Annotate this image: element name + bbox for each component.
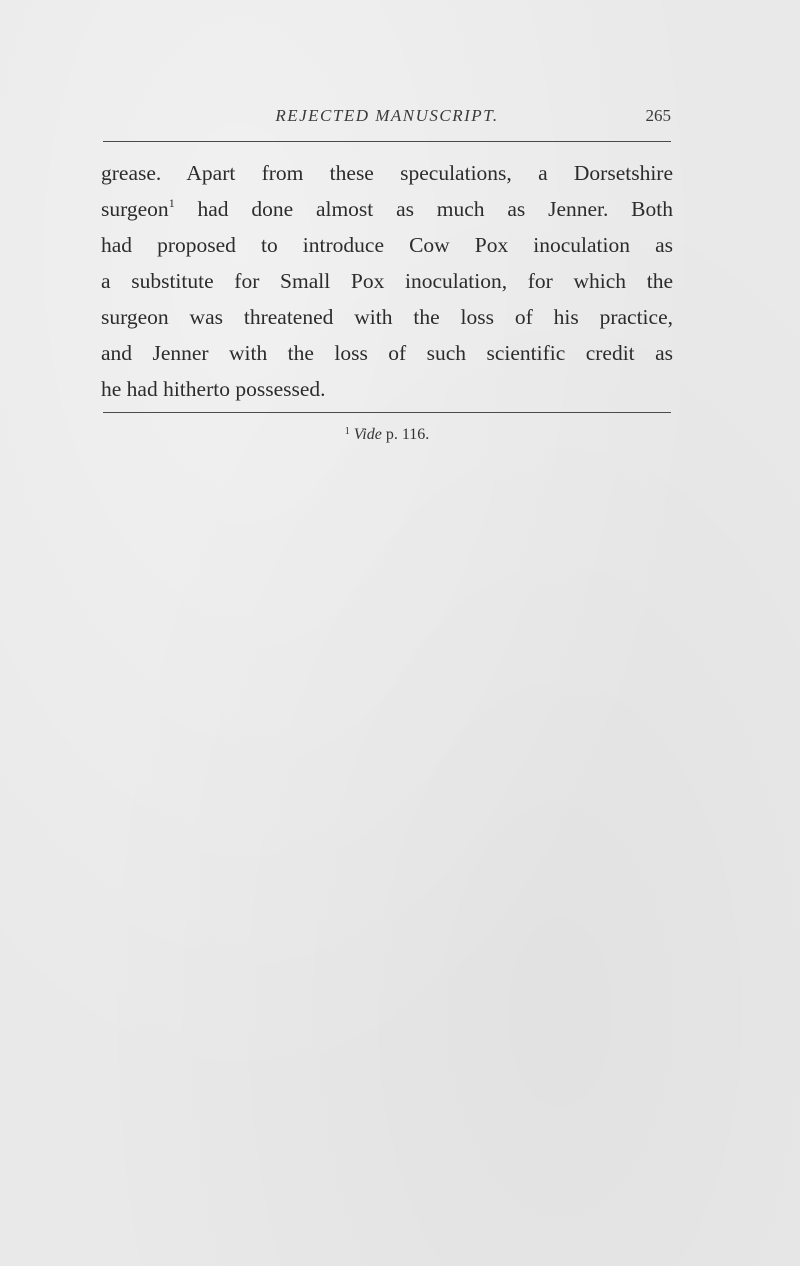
footnote-rule <box>103 412 671 413</box>
text-line-2-start: surgeon <box>101 197 169 221</box>
page-number: 265 <box>645 106 671 125</box>
footnote-marker: 1 <box>344 426 350 437</box>
body-paragraph <box>101 155 673 407</box>
text-line-1: grease. Apart from these speculations, a Dorsetshire <box>101 161 673 185</box>
footnote-text: p. 116. <box>385 426 430 443</box>
footnote <box>103 426 671 444</box>
text-line-3: had proposed to introduce Cow Pox inoculation as <box>101 233 673 257</box>
running-head <box>103 106 671 134</box>
text-line-7: he had hitherto possessed. <box>101 377 326 401</box>
header-rule <box>103 141 671 142</box>
footnote-italic: Vide <box>353 426 382 443</box>
text-line-6: and Jenner with the loss of such scientific credit as <box>101 341 673 365</box>
text-line-2-end: had done almost as much as Jenner. Both <box>197 197 673 221</box>
text-line-4: a substitute for Small Pox inoculation, for which the <box>101 269 673 293</box>
text-line-5: surgeon was threatened with the loss of his practice, <box>101 305 673 329</box>
text-line-2 <box>101 191 673 227</box>
running-title: REJECTED MANUSCRIPT. <box>275 106 499 125</box>
footnote-reference: 1 <box>168 196 175 210</box>
